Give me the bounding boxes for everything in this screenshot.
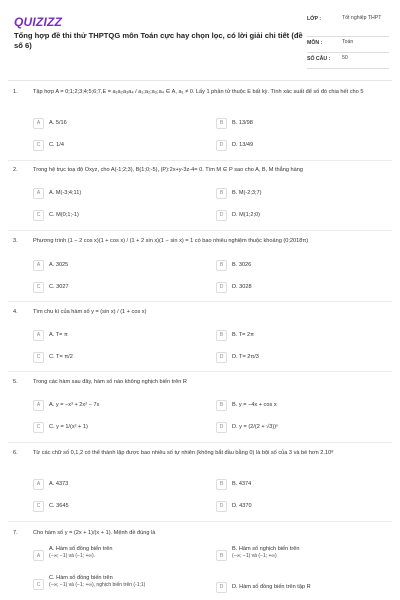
question-separator bbox=[8, 371, 392, 372]
option-text: D. 3028 bbox=[232, 284, 252, 290]
option-letter-a: A bbox=[33, 188, 44, 199]
option-letter-b: B bbox=[216, 400, 227, 411]
option-letter-c: C bbox=[33, 140, 44, 151]
option-letter-d: D bbox=[216, 210, 227, 221]
question-number: 3. bbox=[13, 238, 18, 244]
option-d[interactable] bbox=[216, 421, 278, 433]
question-text: Trong hệ trục toạ độ Oxyz, cho A(-1;2;3), B(1;0;-5), (P):2x+y-3z-4= 0. Tìm M ∈ P sao cho A, B, M thẳng hàng bbox=[33, 167, 303, 173]
meta-label-class: LỚP : bbox=[307, 16, 322, 22]
question-separator bbox=[8, 521, 392, 522]
option-text: A. 4373 bbox=[49, 481, 69, 487]
option-c[interactable] bbox=[33, 351, 73, 363]
option-letter-d: D bbox=[216, 352, 227, 363]
question-text: Phương trình (1 − 2 cos x)(1 + cos x) / (1 + 2 sin x)(1 − sin x) = 1 có bao nhiêu nghiệm thuộc khoảng (0;2018π) bbox=[33, 238, 309, 244]
option-text: B. 3026 bbox=[232, 262, 252, 268]
meta-value-class: Tốt nghiệp THPT bbox=[342, 15, 382, 21]
option-d[interactable] bbox=[216, 500, 252, 512]
option-b[interactable] bbox=[216, 546, 299, 566]
option-letter-b: B bbox=[216, 118, 227, 129]
option-letter-a: A bbox=[33, 330, 44, 341]
option-letter-c: C bbox=[33, 501, 44, 512]
option-text: C. 3027 bbox=[49, 284, 69, 290]
option-text: B. T= 2π bbox=[232, 332, 254, 338]
option-label: A. Hàm số đồng biến trên bbox=[49, 546, 113, 552]
option-b[interactable] bbox=[216, 399, 277, 411]
meta-value-count: 50 bbox=[342, 55, 348, 61]
worksheet-header bbox=[0, 0, 400, 76]
meta-row-count bbox=[307, 55, 389, 69]
option-d[interactable] bbox=[216, 581, 311, 593]
question-text: Tập hợp A = 0;1;2;3;4;5;6;7,E = a₁a₂a₃a₄ / a₁;a₂;a₃;a₄ ∈ A, a₁ ≠ 0. Lấy 1 phần tử thuộc E bất kỳ. Tính xác suất để số đó chia hết cho 5 bbox=[33, 89, 364, 95]
question-text: Từ các chữ số 0,1,2 có thể thành lập được bao nhiêu số tự nhiên (không bắt đầu bằng 0) là bội số của 3 và bé hơn 2.10⁸ bbox=[33, 450, 334, 456]
option-text: A. M(-3;4;11) bbox=[49, 190, 82, 196]
question-number: 6. bbox=[13, 450, 18, 456]
option-a[interactable] bbox=[33, 546, 112, 566]
option-b[interactable] bbox=[216, 187, 262, 199]
option-text bbox=[49, 575, 145, 589]
option-c[interactable] bbox=[33, 139, 64, 151]
option-b[interactable] bbox=[216, 478, 251, 490]
document-title: Tổng hợp đề thi thử THPTQG môn Toán cực hay chọn lọc, có lời giải chi tiết (đề số 6) bbox=[14, 31, 303, 50]
option-letter-b: B bbox=[216, 330, 227, 341]
option-text: C. M(0;1;-1) bbox=[49, 212, 79, 218]
question-text: Cho hàm số y = (2x + 1)/(x + 1). Mệnh đề đúng là bbox=[33, 530, 156, 536]
meta-row-class bbox=[307, 15, 389, 37]
option-c[interactable] bbox=[33, 209, 79, 221]
option-text: C. 1/4 bbox=[49, 142, 64, 148]
option-text: C. T= π/2 bbox=[49, 354, 73, 360]
question-text: Trong các hàm sau đây, hàm số nào không nghịch biến trên R bbox=[33, 379, 187, 385]
option-a[interactable] bbox=[33, 399, 99, 411]
option-letter-b: B bbox=[216, 188, 227, 199]
option-letter-b: B bbox=[216, 479, 227, 490]
option-interval: (−∞; −1) và (−1; +∞) bbox=[232, 553, 277, 559]
option-c[interactable] bbox=[33, 281, 69, 293]
option-letter-c: C bbox=[33, 210, 44, 221]
option-letter-a: A bbox=[33, 400, 44, 411]
option-text: D. 13/49 bbox=[232, 142, 254, 148]
option-letter-c: C bbox=[33, 422, 44, 433]
option-text: C. 3645 bbox=[49, 503, 69, 509]
option-d[interactable] bbox=[216, 139, 253, 151]
question-separator bbox=[8, 160, 392, 161]
option-letter-b: B bbox=[216, 260, 227, 271]
option-b[interactable] bbox=[216, 259, 251, 271]
option-letter-a: A bbox=[33, 479, 44, 490]
question-number: 1. bbox=[13, 89, 18, 95]
option-text bbox=[232, 546, 299, 560]
option-text: B. M(-2;3;7) bbox=[232, 190, 262, 196]
option-a[interactable] bbox=[33, 329, 68, 341]
option-interval: (−∞; −1) và (−1; +∞). bbox=[49, 553, 96, 559]
option-interval: (−∞; −1) và (−1; +∞), nghịch biến trên (-1;1) bbox=[49, 582, 146, 588]
quizizz-logo: QUIZIZZ bbox=[14, 15, 63, 29]
option-letter-d: D bbox=[216, 282, 227, 293]
option-text bbox=[49, 546, 112, 560]
option-text: D. M(1;2;0) bbox=[232, 212, 260, 218]
option-d[interactable] bbox=[216, 281, 252, 293]
option-text: C. y = 1/(x² + 1) bbox=[49, 424, 88, 430]
option-letter-a: A bbox=[33, 118, 44, 129]
option-text: B. 4374 bbox=[232, 481, 252, 487]
question-number: 7. bbox=[13, 530, 18, 536]
option-d[interactable] bbox=[216, 209, 260, 221]
option-a[interactable] bbox=[33, 117, 67, 129]
question-number: 2. bbox=[13, 167, 18, 173]
header-divider bbox=[8, 80, 392, 81]
option-letter-d: D bbox=[216, 422, 227, 433]
option-text: D. 4370 bbox=[232, 503, 252, 509]
option-text: D. Hàm số đồng biến trên tập R bbox=[232, 584, 311, 590]
meta-label-count: SỐ CÂU : bbox=[307, 56, 331, 62]
option-text: A. 5/16 bbox=[49, 120, 67, 126]
option-b[interactable] bbox=[216, 117, 253, 129]
option-a[interactable] bbox=[33, 187, 81, 199]
option-c[interactable] bbox=[33, 500, 69, 512]
option-letter-c: C bbox=[33, 352, 44, 363]
option-b[interactable] bbox=[216, 329, 254, 341]
option-text: B. y = −4x + cos x bbox=[232, 402, 277, 408]
option-d[interactable] bbox=[216, 351, 259, 363]
option-letter-d: D bbox=[216, 140, 227, 151]
option-letter-a: A bbox=[33, 550, 44, 561]
option-text: A. 3025 bbox=[49, 262, 69, 268]
option-text: A. T= π bbox=[49, 332, 68, 338]
option-c[interactable] bbox=[33, 421, 88, 433]
question-number: 4. bbox=[13, 309, 18, 315]
option-letter-c: C bbox=[33, 282, 44, 293]
meta-value-subject: Toán bbox=[342, 39, 354, 45]
option-text: A. y = −x³ + 2x² − 7x bbox=[49, 402, 100, 408]
question-separator bbox=[8, 301, 392, 302]
option-text: D. y = (2/(2 + √3))ˣ bbox=[232, 424, 278, 430]
option-letter-d: D bbox=[216, 501, 227, 512]
meta-label-subject: MÔN : bbox=[307, 40, 323, 46]
option-letter-a: A bbox=[33, 260, 44, 271]
meta-row-subject bbox=[307, 39, 389, 53]
option-label: B. Hàm số nghịch biến trên bbox=[232, 546, 300, 552]
question-separator bbox=[8, 230, 392, 231]
option-letter-b: B bbox=[216, 550, 227, 561]
option-label: C. Hàm số đồng biến trên bbox=[49, 575, 113, 581]
option-text: B. 13/98 bbox=[232, 120, 253, 126]
question-separator bbox=[8, 442, 392, 443]
question-text: Tìm chu kì của hàm số y = (sin x) / (1 + cos x) bbox=[33, 309, 147, 315]
option-a[interactable] bbox=[33, 478, 68, 490]
option-letter-d: D bbox=[216, 582, 227, 593]
option-a[interactable] bbox=[33, 259, 68, 271]
question-number: 5. bbox=[13, 379, 18, 385]
option-c[interactable] bbox=[33, 575, 145, 595]
option-letter-c: C bbox=[33, 579, 44, 590]
option-text: D. T= 2π/3 bbox=[232, 354, 259, 360]
meta-info bbox=[307, 15, 389, 69]
